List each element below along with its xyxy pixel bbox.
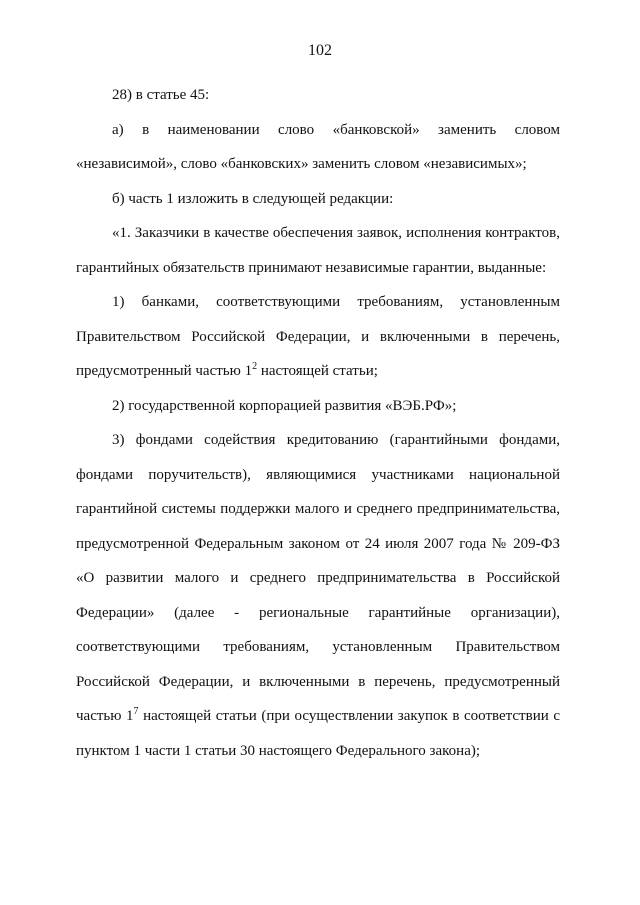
list-item-3-text: 3) фондами содействия кредитованию (гарантийными фондами, фондами поручительств), являющимися участниками национальной гарантийной системы поддержки малого и среднего предпринимательства, предусмотренной Федеральным законом от 24 июля 2007 года № 209-ФЗ «О развитии малого и среднего предпринимательства в Российской Федерации» (далее - региональные гарантийные организации), соответствующими требованиям, установленным Правительством Российской Федерации, и включенными в перечень, предусмотренный частью 1	[76, 432, 560, 724]
list-item-1-superscript: 2	[252, 361, 258, 372]
paragraph-list-item-2: 2) государственной корпорацией развития «ВЭБ.РФ»;	[112, 397, 457, 414]
paragraph-subitem-a: а) в наименовании слово «банковской» заменить словом «независимой», слово «банковских» заменить словом «независимых»;	[76, 121, 560, 172]
list-item-3-superscript: 7	[133, 706, 139, 717]
page-number: 102	[308, 42, 332, 59]
paragraph-subitem-b: б) часть 1 изложить в следующей редакции:	[112, 190, 394, 207]
document-body	[76, 78, 560, 768]
paragraph-quoted-part-1: «1. Заказчики в качестве обеспечения заявок, исполнения контрактов, гарантийных обязательств принимают независимые гарантии, выданные:	[76, 225, 560, 276]
paragraph-list-item-3	[76, 423, 560, 768]
paragraph-item-28: 28) в статье 45:	[112, 87, 210, 103]
paragraph-list-item-1	[76, 285, 560, 389]
list-item-3-text-end: настоящей статьи (при осуществлении закупок в соответствии с пунктом 1 части 1 статьи 30 настоящего Федерального закона);	[76, 708, 560, 759]
list-item-1-text-end: настоящей статьи;	[257, 363, 378, 379]
list-item-1-text: 1) банками, соответствующими требованиям, установленным Правительством Российской Федерации, и включенными в перечень, предусмотренный частью 1	[76, 294, 560, 379]
